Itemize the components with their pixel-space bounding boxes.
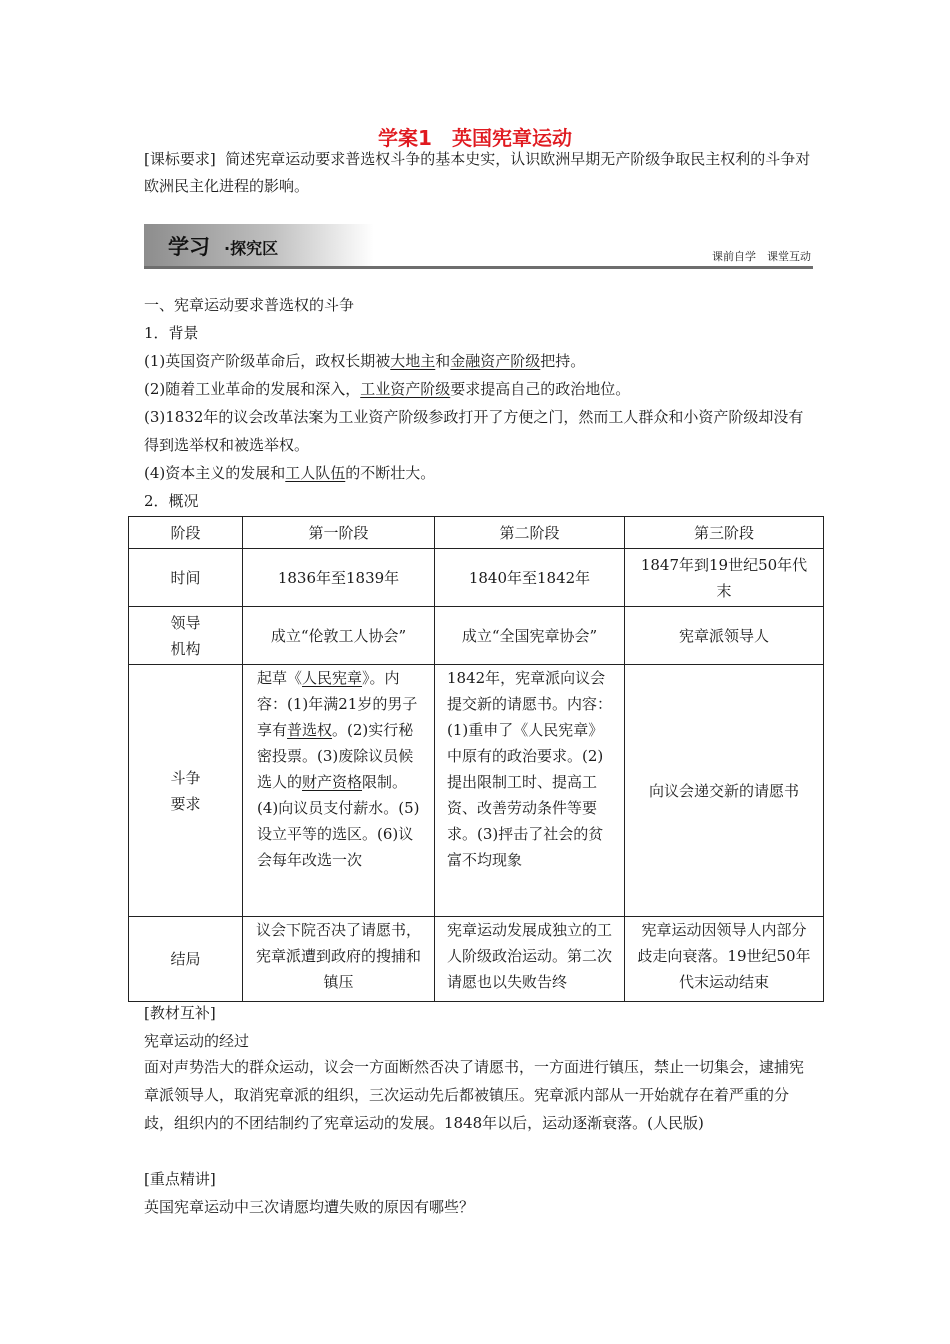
curriculum-tag: [课标要求]	[144, 150, 216, 168]
table-cell: 1840年至1842年	[435, 549, 625, 607]
table-row-org	[129, 607, 824, 665]
table-cell: 宪章运动因领导人内部分歧走向衰落。19世纪50年代末运动结束	[625, 917, 824, 1002]
row-label: 结局	[129, 917, 243, 1002]
underlined-answer: 大地主	[390, 352, 436, 370]
focus-question: 英国宪章运动中三次请愿均遭失败的原因有哪些？	[144, 1198, 475, 1216]
section-banner	[144, 224, 813, 269]
overview-table	[128, 516, 824, 1002]
curriculum-requirement	[144, 146, 816, 200]
header-cell: 第一阶段	[243, 517, 435, 549]
table-cell: 1847年到19世纪50年代末	[625, 549, 824, 607]
table-header-row	[129, 517, 824, 549]
table-row-time	[129, 549, 824, 607]
text-span: 限制。(4)向议员支付薪水。(5)设立平等的选区。(6)议会每年改选一次	[257, 773, 420, 869]
table-cell: 成立“全国宪章协会”	[435, 607, 625, 665]
row-label: 斗争要求	[129, 665, 243, 917]
row-label: 时间	[129, 549, 243, 607]
text-span: 把持。	[540, 352, 586, 370]
background-item-4	[144, 462, 435, 483]
banner-subtitle: ·探究区	[224, 239, 279, 258]
text-span: 。(2)实行秘密投票。(3)废除议员候选人的	[257, 721, 414, 791]
table-row-demand	[129, 665, 824, 917]
supplement-heading: 宪章运动的经过	[144, 1032, 250, 1050]
table-cell: 1842年，宪章派向议会提交新的请愿书。内容：(1)重申了《人民宪章》中原有的政治要求。(2)提出限制工时、提高工资、改善劳动条件等要求。(3)抨击了社会的贫富不均现象	[435, 665, 625, 917]
text-span: (2)随着工业革命的发展和深入，	[144, 380, 361, 398]
underlined-answer: 工人队伍	[285, 464, 346, 482]
text-span: 的不断壮大。	[345, 464, 436, 482]
underlined-answer: 人民宪章	[302, 669, 363, 687]
text-span: 起草《	[257, 669, 303, 687]
header-cell: 第三阶段	[625, 517, 824, 549]
table-cell: 宪章运动发展成独立的工人阶级政治运动。第二次请愿也以失败告终	[435, 917, 625, 1002]
underlined-answer: 财产资格	[302, 773, 363, 791]
background-item-3: (3)1832年的议会改革法案为工业资产阶级参政打开了方便之门，然而工人群众和小资产阶级却没有得到选举权和被选举权。	[144, 408, 804, 454]
underlined-answer: 金融资产阶级	[450, 352, 541, 370]
table-cell	[243, 665, 435, 917]
banner-title: 学习	[168, 235, 210, 259]
header-cell: 第二阶段	[435, 517, 625, 549]
text-span: (4)资本主义的发展和	[144, 464, 286, 482]
row-label: 领导机构	[129, 607, 243, 665]
background-item-1	[144, 350, 585, 371]
text-span: 要求提高自己的政治地位。	[450, 380, 631, 398]
text-span: 》。内容：(1)年满21岁的男子享有	[257, 669, 418, 739]
underlined-answer: 工业资产阶级	[360, 380, 451, 398]
background-item-2	[144, 378, 630, 399]
banner-rule	[144, 266, 813, 269]
table-cell: 1836年至1839年	[243, 549, 435, 607]
table-cell: 议会下院否决了请愿书，宪章派遭到政府的搜捕和镇压	[243, 917, 435, 1002]
header-cell: 阶段	[129, 517, 243, 549]
table-cell: 宪章派领导人	[625, 607, 824, 665]
subheading-overview: 2．概况	[144, 492, 199, 510]
curriculum-text: 简述宪章运动要求普选权斗争的基本史实，认识欧洲早期无产阶级争取民主权利的斗争对欧洲民主化进程的影响。	[144, 150, 811, 195]
table-row-result	[129, 917, 824, 1002]
subheading-background: 1．背景	[144, 324, 199, 342]
page-title: 学案1 英国宪章运动	[378, 126, 572, 150]
focus-tag: [重点精讲]	[144, 1170, 216, 1188]
supplement-text: 面对声势浩大的群众运动，议会一方面断然否决了请愿书，一方面进行镇压，禁止一切集会，逮捕宪章派领导人，取消宪章派的组织，三次运动先后都被镇压。宪章派内部从一开始就存在着严重的分歧，组织内的不团结制约了宪章运动的发展。1848年以后，运动逐渐衰落。(人民版)	[144, 1058, 805, 1132]
banner-right-label: 课前自学 课堂互动	[712, 250, 811, 263]
underlined-answer: 普选权	[287, 721, 333, 739]
table-cell: 成立“伦敦工人协会”	[243, 607, 435, 665]
text-span: 和	[435, 352, 451, 370]
text-span: (1)英国资产阶级革命后，政权长期被	[144, 352, 391, 370]
supplement-tag: [教材互补]	[144, 1004, 216, 1022]
section-heading: 一、宪章运动要求普选权的斗争	[144, 296, 355, 314]
table-cell: 向议会递交新的请愿书	[625, 665, 824, 917]
